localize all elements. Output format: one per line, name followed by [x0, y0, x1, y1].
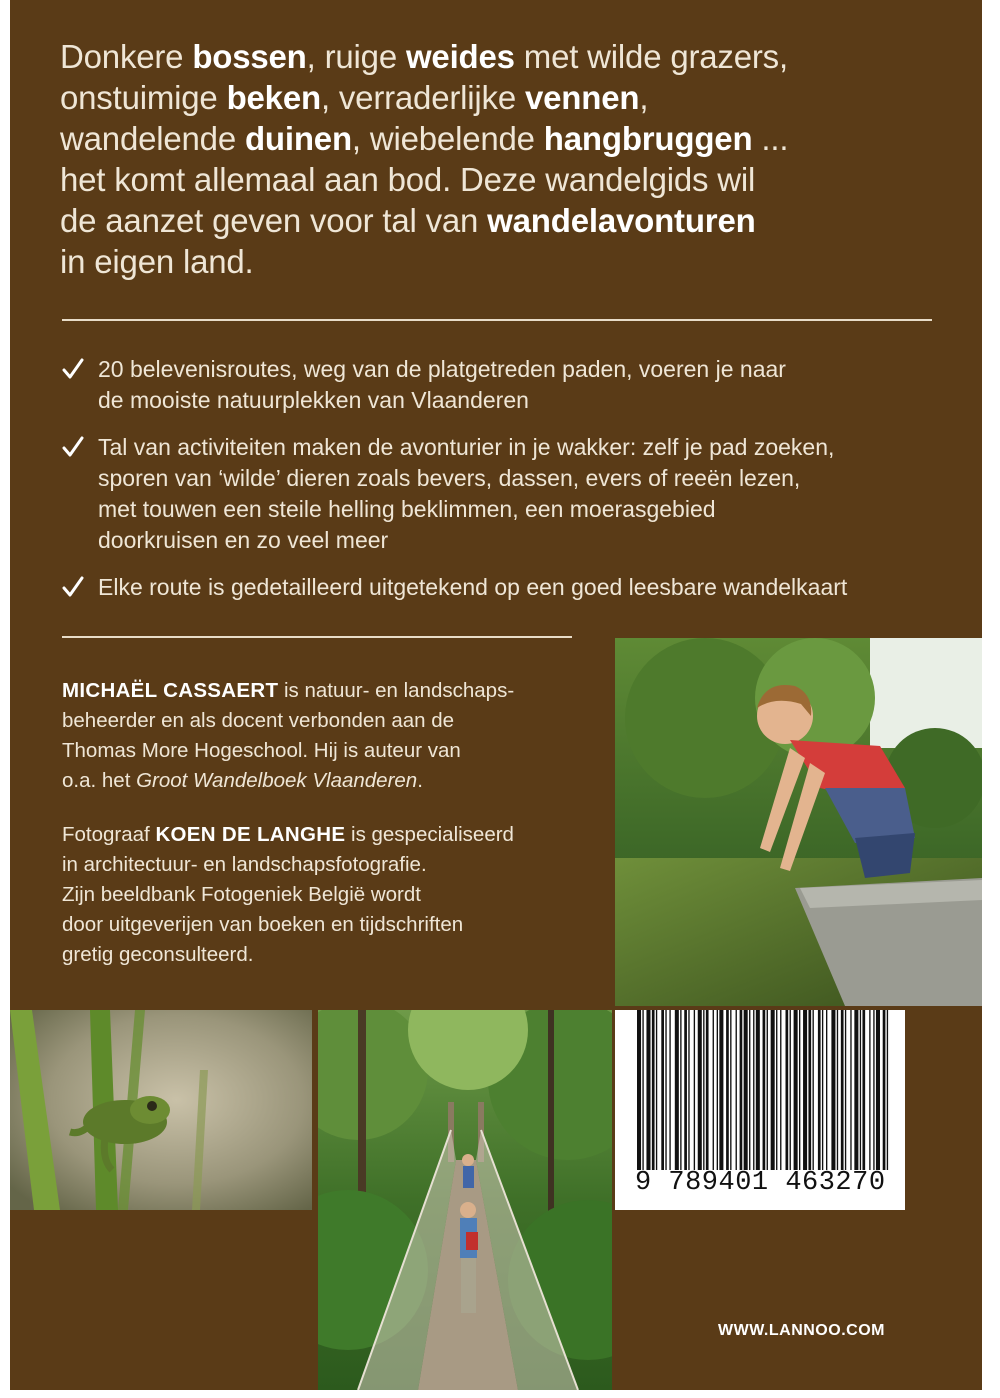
- photo-child-at-pond: [615, 638, 982, 1006]
- barcode-bar: [749, 1010, 750, 1170]
- barcode-bar: [688, 1010, 689, 1170]
- barcode-bar: [845, 1010, 846, 1170]
- feature-text-line: Tal van activiteiten maken de avonturier in je wakker: zelf je pad zoeken,: [98, 434, 835, 460]
- barcode-bar: [876, 1010, 880, 1170]
- barcode-bar: [675, 1010, 679, 1170]
- intro-keyword: bossen: [192, 38, 307, 75]
- barcode-bar: [744, 1010, 748, 1170]
- photo-tree-frog: [10, 1010, 312, 1210]
- intro-text-span: Donkere: [60, 38, 193, 75]
- barcode-bar: [684, 1010, 687, 1170]
- barcode-bar: [869, 1010, 870, 1170]
- barcode-bar: [780, 1010, 781, 1170]
- barcode-bar: [680, 1010, 681, 1170]
- barcode-bar: [883, 1010, 886, 1170]
- barcode-bar: [656, 1010, 657, 1170]
- bio-text-span: o.a. het: [62, 769, 137, 792]
- barcode-bar: [837, 1010, 838, 1170]
- isbn-number: 9 789401 463270: [635, 1168, 886, 1198]
- bio-text-span: is natuur- en landschaps-: [278, 679, 515, 702]
- barcode-bar: [637, 1010, 641, 1170]
- feature-text-line: de mooiste natuurplekken van Vlaanderen: [98, 387, 529, 413]
- intro-keyword: hangbruggen: [543, 120, 753, 157]
- intro-text-span: , verraderlijke: [320, 79, 525, 116]
- barcode-bar: [726, 1010, 729, 1170]
- bio-line: in architectuur- en landschapsfotografie.: [62, 853, 427, 876]
- barcode-bar: [713, 1010, 714, 1170]
- barcode-bar: [818, 1010, 821, 1170]
- intro-text-span: met wilde grazers,: [514, 38, 788, 75]
- intro-keyword: beken: [226, 79, 321, 116]
- intro-text-span: wandelende: [60, 120, 245, 157]
- intro-line: [60, 241, 940, 282]
- bio-line: [62, 820, 622, 850]
- isbn-barcode: [615, 1010, 905, 1210]
- divider-rule: [62, 319, 932, 321]
- publisher-website: WWW.LANNOO.COM: [718, 1322, 885, 1339]
- bio-text-span: .: [417, 769, 423, 792]
- feature-list: [62, 354, 942, 619]
- bio-line: Thomas More Hogeschool. Hij is auteur van: [62, 739, 461, 762]
- barcode-bar: [646, 1010, 650, 1170]
- barcode-bar: [813, 1010, 814, 1170]
- barcode-bar: [661, 1010, 664, 1170]
- barcode-bar: [717, 1010, 718, 1170]
- photographer-bio: [62, 820, 622, 970]
- feature-text-line: 20 belevenisroutes, weg van de platgetreden paden, voeren je naar: [98, 356, 786, 382]
- book-back-cover: [10, 0, 982, 1390]
- bio-line: [62, 766, 622, 796]
- intro-text-span: de aanzet geven voor tal van: [60, 202, 488, 239]
- photo-rope-bridge: [318, 1010, 612, 1390]
- barcode-bar: [771, 1010, 775, 1170]
- intro-line: [60, 118, 940, 159]
- barcode-bar: [826, 1010, 827, 1170]
- barcode-bar: [706, 1010, 709, 1170]
- bio-line: [62, 676, 622, 706]
- intro-text-span: onstuimige: [60, 79, 227, 116]
- intro-line: [60, 200, 940, 241]
- barcode-bar: [740, 1010, 743, 1170]
- intro-text-span: ...: [752, 120, 789, 157]
- barcode-bar: [753, 1010, 754, 1170]
- bio-line: Zijn beeldbank Fotogeniek België wordt: [62, 883, 421, 906]
- bio-line: door uitgeverijen van boeken en tijdschriften: [62, 913, 464, 936]
- feature-text-line: met touwen een steile helling beklimmen, een moerasgebied: [98, 496, 716, 522]
- author-bio: [62, 676, 622, 796]
- feature-text-line: doorkruisen en zo veel meer: [98, 527, 389, 553]
- checkmark-icon: [62, 436, 84, 458]
- bio-line: beheerder en als docent verbonden aan de: [62, 709, 455, 732]
- barcode-bar: [799, 1010, 800, 1170]
- barcode-bar: [763, 1010, 766, 1170]
- divider-rule: [62, 636, 572, 638]
- intro-line: [60, 36, 940, 77]
- barcode-bar: [736, 1010, 737, 1170]
- checkmark-icon: [62, 358, 84, 380]
- barcode-bar: [860, 1010, 861, 1170]
- barcode-bar: [794, 1010, 798, 1170]
- barcode-bar: [803, 1010, 807, 1170]
- barcode-bar: [703, 1010, 704, 1170]
- intro-text-span: ,: [639, 79, 649, 116]
- barcode-bar: [786, 1010, 789, 1170]
- barcode-bar: [767, 1010, 768, 1170]
- intro-line: [60, 77, 940, 118]
- feature-list-item: [62, 354, 942, 416]
- intro-text-span: , ruige: [306, 38, 406, 75]
- barcode-bar: [719, 1010, 723, 1170]
- barcode-bar: [822, 1010, 823, 1170]
- checkmark-icon: [62, 576, 84, 598]
- barcode-bar: [887, 1010, 888, 1170]
- barcode-bars: [633, 1010, 893, 1170]
- barcode-bar: [790, 1010, 791, 1170]
- barcode-bar: [698, 1010, 702, 1170]
- feature-text-line: sporen van ‘wilde’ dieren zoals bevers, dassen, evers of reeën lezen,: [98, 465, 801, 491]
- feature-list-item: [62, 432, 942, 556]
- bio-line: gretig geconsulteerd.: [62, 943, 254, 966]
- barcode-bar: [756, 1010, 760, 1170]
- barcode-bar: [854, 1010, 858, 1170]
- barcode-bar: [831, 1010, 835, 1170]
- barcode-bar: [850, 1010, 851, 1170]
- intro-keyword: wandelavonturen: [487, 202, 756, 239]
- bio-text-span: Fotograaf: [62, 823, 156, 846]
- barcode-bar: [841, 1010, 844, 1170]
- photographer-name: KOEN DE LANGHE: [155, 823, 346, 846]
- intro-keyword: duinen: [244, 120, 352, 157]
- intro-keyword: vennen: [524, 79, 640, 116]
- barcode-bar: [808, 1010, 811, 1170]
- barcode-bar: [776, 1010, 777, 1170]
- book-title-reference: Groot Wandelboek Vlaanderen: [136, 769, 418, 792]
- author-name: MICHAËL CASSAERT: [62, 679, 279, 702]
- intro-text-span: het komt allemaal aan bod. Deze wandelgids wil: [60, 161, 756, 198]
- intro-text: [60, 36, 940, 282]
- intro-line: [60, 159, 940, 200]
- feature-text-line: Elke route is gedetailleerd uitgetekend op een goed leesbare wandelkaart: [98, 574, 848, 600]
- barcode-bar: [730, 1010, 731, 1170]
- barcode-bar: [669, 1010, 670, 1170]
- barcode-bar: [665, 1010, 666, 1170]
- barcode-bar: [873, 1010, 874, 1170]
- barcode-bar: [862, 1010, 865, 1170]
- intro-text-span: in eigen land.: [60, 243, 254, 280]
- barcode-bar: [652, 1010, 655, 1170]
- feature-list-item: [62, 572, 942, 603]
- intro-text-span: , wiebelende: [351, 120, 544, 157]
- bio-text-span: is gespecialiseerd: [345, 823, 514, 846]
- barcode-bar: [642, 1010, 643, 1170]
- barcode-bar: [694, 1010, 695, 1170]
- intro-keyword: weides: [405, 38, 515, 75]
